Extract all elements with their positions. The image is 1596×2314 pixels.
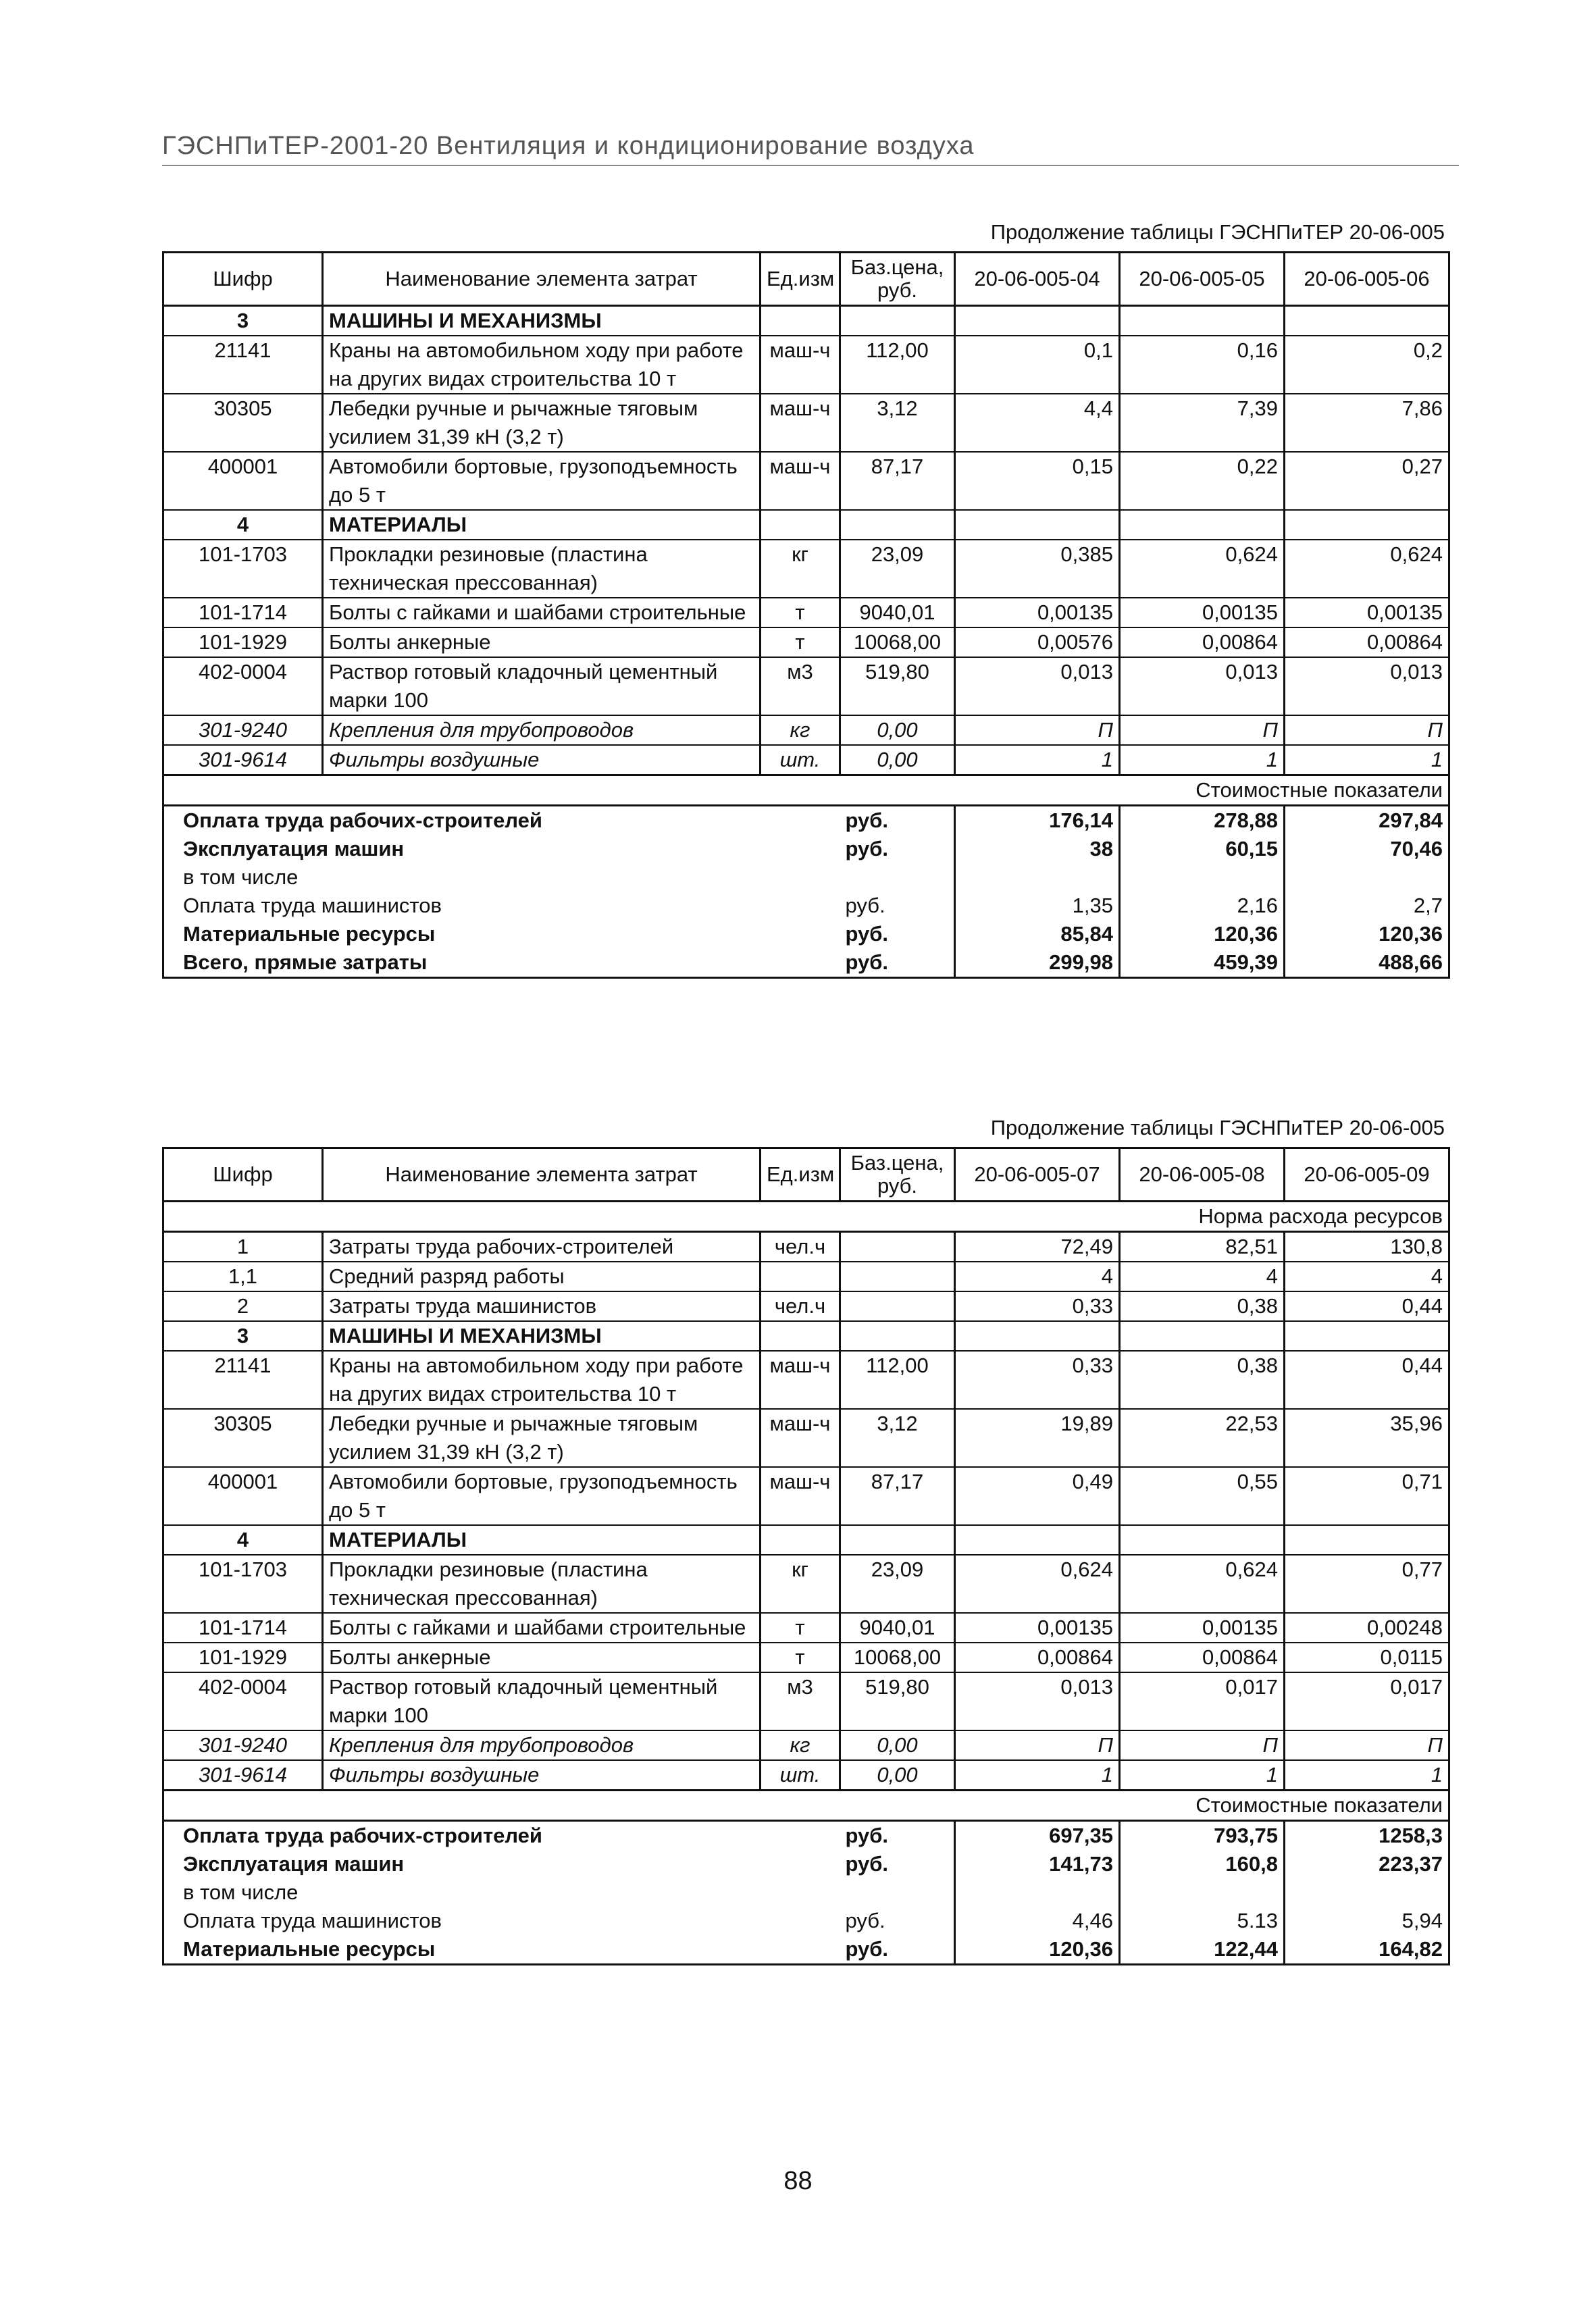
code-cell: 30305 [163,394,323,452]
value-cell: 0,385 [955,540,1120,598]
unit-cell [761,1321,840,1351]
summary-label: Оплата труда машинистов [163,892,840,920]
value-cell: 0,0115 [1285,1643,1449,1672]
name-cell: Болты с гайками и шайбами строительные [323,598,761,627]
value-cell: 82,51 [1120,1232,1285,1262]
name-cell: МАТЕРИАЛЫ [323,510,761,540]
norm-band-row [163,1202,1449,1232]
summary-value: 85,84 [955,920,1120,948]
column-header: Ед.изм [761,253,840,306]
value-cell: 0,55 [1120,1467,1285,1525]
resource-table-2 [162,1147,1450,1965]
summary-value: 122,44 [1120,1935,1285,1965]
price-cell: 3,12 [840,394,955,452]
value-cell [955,1321,1120,1351]
summary-value: 4,46 [955,1907,1120,1935]
summary-value: 459,39 [1120,948,1285,978]
value-cell: 4 [1120,1262,1285,1291]
unit-cell: м3 [761,657,840,715]
value-cell: 0,00864 [1120,1643,1285,1672]
value-cell: 0,16 [1120,336,1285,394]
unit-cell: т [761,1643,840,1672]
table-row [163,336,1449,394]
name-cell: Крепления для трубопроводов [323,1730,761,1760]
code-cell: 101-1714 [163,1613,323,1643]
summary-value: 223,37 [1285,1850,1449,1878]
name-cell: Лебедки ручные и рычажные тяговым усилием 31,39 кН (3,2 т) [323,394,761,452]
value-cell: 1 [1285,745,1449,775]
summary-value: 278,88 [1120,806,1285,835]
value-cell: 130,8 [1285,1232,1449,1262]
value-cell: 0,00135 [1120,598,1285,627]
value-cell: 0,00135 [1285,598,1449,627]
value-cell [1120,1321,1285,1351]
value-cell: 0,77 [1285,1555,1449,1613]
summary-label: в том числе [163,1878,840,1907]
value-cell: 0,00135 [1120,1613,1285,1643]
summary-row [163,1878,1449,1907]
summary-value: 120,36 [1285,920,1449,948]
column-header: Баз.цена, руб. [840,253,955,306]
table-row [163,1613,1449,1643]
summary-value [1285,1878,1449,1907]
summary-value: 164,82 [1285,1935,1449,1965]
unit-cell [761,510,840,540]
table-row [163,745,1449,775]
table-row [163,1291,1449,1321]
unit-cell: кг [761,1555,840,1613]
column-header: 20-06-005-07 [955,1148,1120,1202]
value-cell [1120,510,1285,540]
summary-row [163,1935,1449,1965]
name-cell: Раствор готовый кладочный цементный марки 100 [323,657,761,715]
value-cell: 0,624 [1120,540,1285,598]
summary-label: Всего, прямые затраты [163,948,840,978]
value-cell: 0,00864 [955,1643,1120,1672]
value-cell: 0,22 [1120,452,1285,510]
value-cell: 1 [955,745,1120,775]
unit-cell [761,306,840,336]
summary-label: Материальные ресурсы [163,920,840,948]
page-number: 88 [783,2167,813,2195]
value-cell: П [1120,1730,1285,1760]
summary-unit: руб. [845,837,889,860]
name-cell: Прокладки резиновые (пластина техническая прессованная) [323,540,761,598]
value-cell: 0,33 [955,1351,1120,1409]
summary-label: Оплата труда рабочих-строителей [163,806,840,835]
resource-table-1 [162,251,1450,979]
table-row [163,598,1449,627]
norm-band-label: Норма расхода ресурсов [163,1202,1449,1232]
summary-label: Оплата труда машинистов [163,1907,840,1935]
code-cell: 4 [163,1525,323,1555]
code-cell: 4 [163,510,323,540]
summary-row [163,1907,1449,1935]
value-cell [1285,306,1449,336]
summary-unit: руб. [845,894,885,917]
code-cell: 21141 [163,1351,323,1409]
code-cell: 101-1929 [163,627,323,657]
unit-cell: кг [761,715,840,745]
unit-cell: маш-ч [761,394,840,452]
summary-value: 299,98 [955,948,1120,978]
code-cell: 3 [163,306,323,336]
price-cell: 87,17 [840,1467,955,1525]
cost-band-label: Стоимостные показатели [1120,1791,1449,1821]
unit-cell: маш-ч [761,1467,840,1525]
unit-cell: чел.ч [761,1291,840,1321]
summary-unit: руб. [845,1909,885,1932]
value-cell [1285,1525,1449,1555]
code-cell: 2 [163,1291,323,1321]
table-row [163,627,1449,657]
code-cell: 101-1929 [163,1643,323,1672]
value-cell: П [955,1730,1120,1760]
summary-unit: руб. [840,806,955,835]
table-1-caption: Продолжение таблицы ГЭСНПиТЕР 20-06-005 [990,220,1445,244]
summary-label: Материальные ресурсы [163,1935,840,1965]
table-row [163,657,1449,715]
summary-value: 70,46 [1285,835,1449,863]
summary-value: 160,8 [1120,1850,1285,1878]
summary-unit: руб. [845,1852,889,1876]
code-cell: 30305 [163,1409,323,1467]
page-header: ГЭСНПиТЕР-2001-20 Вентиляция и кондиционирование воздуха [162,132,1459,166]
value-cell: 7,39 [1120,394,1285,452]
summary-label: в том числе [163,863,840,892]
name-cell: Болты с гайками и шайбами строительные [323,1613,761,1643]
code-cell: 1,1 [163,1262,323,1291]
unit-cell [761,1525,840,1555]
name-cell: Затраты труда машинистов [323,1291,761,1321]
price-cell: 0,00 [840,1760,955,1791]
value-cell [1120,1525,1285,1555]
code-cell: 301-9614 [163,1760,323,1791]
price-cell [840,1321,955,1351]
value-cell: 0,33 [955,1291,1120,1321]
price-cell [840,1232,955,1262]
unit-cell: маш-ч [761,1351,840,1409]
summary-value: 2,16 [1120,892,1285,920]
name-cell: МАШИНЫ И МЕХАНИЗМЫ [323,306,761,336]
column-header: Ед.изм [761,1148,840,1202]
summary-value: 120,36 [1120,920,1285,948]
cost-band-spacer [163,775,1120,806]
value-cell: 1 [1285,1760,1449,1791]
column-header: 20-06-005-05 [1120,253,1285,306]
price-cell: 0,00 [840,1730,955,1760]
summary-row [163,1821,1449,1851]
summary-value [955,863,1120,892]
summary-value: 141,73 [955,1850,1120,1878]
summary-value: 5,94 [1285,1907,1449,1935]
price-cell: 87,17 [840,452,955,510]
name-cell: Средний разряд работы [323,1262,761,1291]
value-cell: 4 [1285,1262,1449,1291]
value-cell: 1 [955,1760,1120,1791]
value-cell [1285,510,1449,540]
value-cell: 0,017 [1285,1672,1449,1730]
value-cell: 4 [955,1262,1120,1291]
summary-label: Эксплуатация машин [163,1850,840,1878]
summary-unit: руб. [840,1935,955,1965]
column-header: Баз.цена, руб. [840,1148,955,1202]
code-cell: 1 [163,1232,323,1262]
summary-unit: руб. [840,948,955,978]
name-cell: Крепления для трубопроводов [323,715,761,745]
table-row [163,1467,1449,1525]
value-cell: 0,00135 [955,1613,1120,1643]
value-cell: 0,00248 [1285,1613,1449,1643]
summary-value: 60,15 [1120,835,1285,863]
price-cell: 9040,01 [840,1613,955,1643]
code-cell: 3 [163,1321,323,1351]
name-cell: Фильтры воздушные [323,745,761,775]
value-cell: 0,27 [1285,452,1449,510]
value-cell: П [955,715,1120,745]
name-cell: Автомобили бортовые, грузоподъемность до 5 т [323,1467,761,1525]
column-header: Наименование элемента затрат [323,253,761,306]
value-cell: П [1285,1730,1449,1760]
value-cell: 1 [1120,745,1285,775]
name-cell: МАТЕРИАЛЫ [323,1525,761,1555]
unit-cell: т [761,1613,840,1643]
name-cell: МАШИНЫ И МЕХАНИЗМЫ [323,1321,761,1351]
price-cell: 519,80 [840,1672,955,1730]
code-cell: 21141 [163,336,323,394]
summary-unit [840,1878,955,1907]
cost-band-row [163,1791,1449,1821]
summary-row [163,892,1449,920]
name-cell: Краны на автомобильном ходу при работе на других видах строительства 10 т [323,336,761,394]
name-cell: Болты анкерные [323,627,761,657]
price-cell: 519,80 [840,657,955,715]
unit-cell: маш-ч [761,1409,840,1467]
code-cell: 101-1714 [163,598,323,627]
unit-cell [761,1262,840,1291]
unit-cell: маш-ч [761,336,840,394]
value-cell [955,1525,1120,1555]
table-row [163,452,1449,510]
code-cell: 101-1703 [163,1555,323,1613]
cost-band-label: Стоимостные показатели [1120,775,1449,806]
table-row [163,306,1449,336]
summary-value: 297,84 [1285,806,1449,835]
name-cell: Болты анкерные [323,1643,761,1672]
summary-value: 120,36 [955,1935,1120,1965]
value-cell: 0,38 [1120,1351,1285,1409]
price-cell: 23,09 [840,1555,955,1613]
summary-row [163,948,1449,978]
table-row [163,1321,1449,1351]
summary-value: 697,35 [955,1821,1120,1851]
value-cell [955,510,1120,540]
value-cell: 0,624 [1285,540,1449,598]
summary-unit [840,863,955,892]
column-header: 20-06-005-09 [1285,1148,1449,1202]
summary-row [163,806,1449,835]
table-row [163,1262,1449,1291]
table-row [163,1232,1449,1262]
table-row [163,1525,1449,1555]
value-cell: 0,013 [955,1672,1120,1730]
value-cell: 0,013 [1285,657,1449,715]
unit-cell: т [761,627,840,657]
summary-value [1120,863,1285,892]
unit-cell: кг [761,540,840,598]
value-cell: 22,53 [1120,1409,1285,1467]
summary-row [163,835,1449,863]
value-cell: 0,624 [1120,1555,1285,1613]
price-cell [840,306,955,336]
summary-unit: руб. [845,922,889,946]
summary-value: 38 [955,835,1120,863]
value-cell: 0,00576 [955,627,1120,657]
value-cell: 0,013 [955,657,1120,715]
unit-cell: шт. [761,745,840,775]
price-cell: 23,09 [840,540,955,598]
summary-value [1285,863,1449,892]
value-cell: 7,86 [1285,394,1449,452]
value-cell: 0,44 [1285,1291,1449,1321]
table-row [163,1760,1449,1791]
value-cell: 0,00135 [955,598,1120,627]
summary-value [1120,1878,1285,1907]
code-cell: 400001 [163,1467,323,1525]
value-cell: 0,00864 [1285,627,1449,657]
price-cell: 0,00 [840,745,955,775]
table-row [163,1351,1449,1409]
unit-cell: маш-ч [761,452,840,510]
value-cell: 0,38 [1120,1291,1285,1321]
table-row [163,1555,1449,1613]
summary-value [955,1878,1120,1907]
table-row [163,715,1449,745]
summary-unit: руб. [840,1821,955,1851]
value-cell: 1 [1120,1760,1285,1791]
value-cell: П [1285,715,1449,745]
value-cell: 4,4 [955,394,1120,452]
name-cell: Краны на автомобильном ходу при работе на других видах строительства 10 т [323,1351,761,1409]
price-cell: 10068,00 [840,1643,955,1672]
value-cell: 72,49 [955,1232,1120,1262]
name-cell: Затраты труда рабочих-строителей [323,1232,761,1262]
value-cell: П [1120,715,1285,745]
column-header: 20-06-005-08 [1120,1148,1285,1202]
unit-cell: шт. [761,1760,840,1791]
cost-band-spacer [163,1791,1120,1821]
summary-value: 176,14 [955,806,1120,835]
code-cell: 301-9614 [163,745,323,775]
code-cell: 400001 [163,452,323,510]
value-cell: 0,49 [955,1467,1120,1525]
summary-value: 1258,3 [1285,1821,1449,1851]
summary-label: Оплата труда рабочих-строителей [163,1821,840,1851]
header-row [163,1148,1449,1202]
price-cell: 0,00 [840,715,955,745]
unit-cell: кг [761,1730,840,1760]
price-cell: 3,12 [840,1409,955,1467]
value-cell: 0,1 [955,336,1120,394]
table-row [163,540,1449,598]
value-cell: 0,44 [1285,1351,1449,1409]
value-cell: 0,00864 [1120,627,1285,657]
summary-row [163,1850,1449,1878]
value-cell [955,306,1120,336]
code-cell: 101-1703 [163,540,323,598]
name-cell: Лебедки ручные и рычажные тяговым усилием 31,39 кН (3,2 т) [323,1409,761,1467]
header-row [163,253,1449,306]
value-cell: 0,013 [1120,657,1285,715]
table-row [163,1672,1449,1730]
summary-row [163,920,1449,948]
price-cell [840,510,955,540]
code-cell: 301-9240 [163,1730,323,1760]
price-cell [840,1291,955,1321]
summary-value: 1,35 [955,892,1120,920]
code-cell: 402-0004 [163,657,323,715]
column-header: 20-06-005-06 [1285,253,1449,306]
price-cell [840,1525,955,1555]
value-cell [1285,1321,1449,1351]
value-cell: 0,2 [1285,336,1449,394]
summary-value: 2,7 [1285,892,1449,920]
unit-cell: м3 [761,1672,840,1730]
name-cell: Фильтры воздушные [323,1760,761,1791]
value-cell [1120,306,1285,336]
value-cell: 0,624 [955,1555,1120,1613]
price-cell: 112,00 [840,336,955,394]
table-row [163,394,1449,452]
value-cell: 0,71 [1285,1467,1449,1525]
value-cell: 0,017 [1120,1672,1285,1730]
cost-band-row [163,775,1449,806]
value-cell: 0,15 [955,452,1120,510]
summary-label: Эксплуатация машин [163,835,840,863]
value-cell: 35,96 [1285,1409,1449,1467]
table-row [163,1730,1449,1760]
price-cell: 9040,01 [840,598,955,627]
name-cell: Раствор готовый кладочный цементный марки 100 [323,1672,761,1730]
column-header: Наименование элемента затрат [323,1148,761,1202]
value-cell: 19,89 [955,1409,1120,1467]
summary-value: 488,66 [1285,948,1449,978]
price-cell [840,1262,955,1291]
price-cell: 112,00 [840,1351,955,1409]
summary-row [163,863,1449,892]
unit-cell: чел.ч [761,1232,840,1262]
column-header: Шифр [163,1148,323,1202]
summary-value: 793,75 [1120,1821,1285,1851]
name-cell: Автомобили бортовые, грузоподъемность до 5 т [323,452,761,510]
price-cell: 10068,00 [840,627,955,657]
table-row [163,1409,1449,1467]
code-cell: 301-9240 [163,715,323,745]
column-header: Шифр [163,253,323,306]
table-2-caption: Продолжение таблицы ГЭСНПиТЕР 20-06-005 [990,1116,1445,1139]
name-cell: Прокладки резиновые (пластина техническая прессованная) [323,1555,761,1613]
table-row [163,1643,1449,1672]
table-row [163,510,1449,540]
column-header: 20-06-005-04 [955,253,1120,306]
unit-cell: т [761,598,840,627]
summary-value: 5.13 [1120,1907,1285,1935]
code-cell: 402-0004 [163,1672,323,1730]
